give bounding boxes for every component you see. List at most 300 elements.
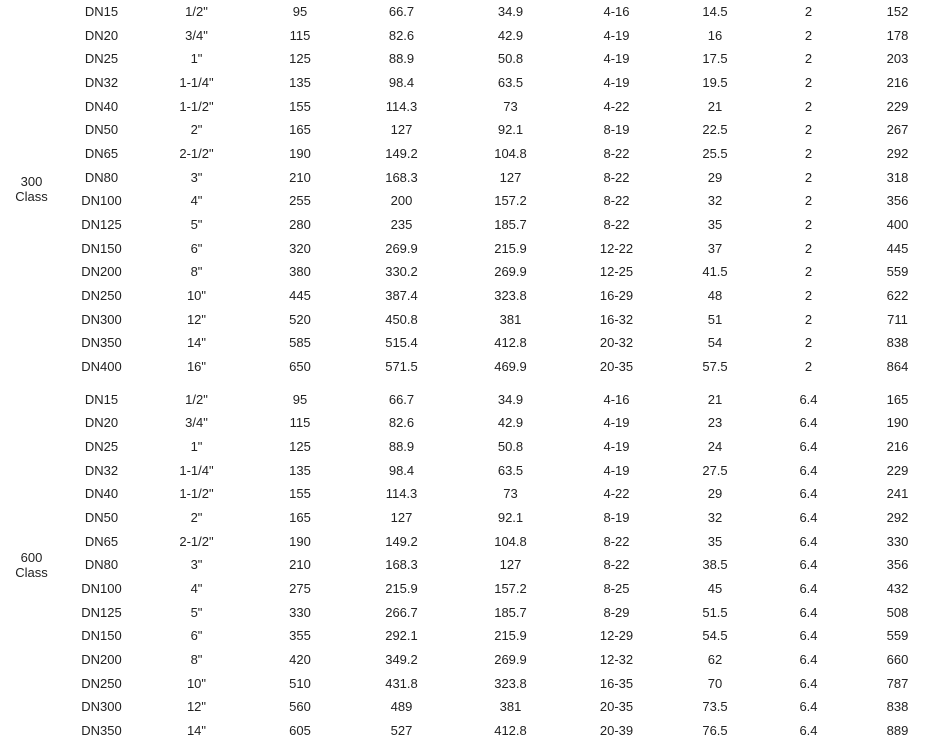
dimension-k-cell: 450.8 <box>348 308 456 332</box>
inch-size-cell: 5" <box>141 601 253 625</box>
bolt-holes-cell: 4-19 <box>566 412 668 436</box>
dn-label-cell: DN350 <box>63 720 141 744</box>
table-row <box>1 459 940 483</box>
dimension-f-cell: 37 <box>668 237 763 261</box>
bolt-holes-cell: 8-29 <box>566 601 668 625</box>
dimension-c-cell: 2 <box>763 214 855 238</box>
dimension-g-cell: 215.9 <box>456 237 566 261</box>
bolt-holes-cell: 8-22 <box>566 143 668 167</box>
table-row <box>1 696 940 720</box>
dimension-f-cell: 57.5 <box>668 356 763 380</box>
dimension-l-cell: 241 <box>855 483 940 507</box>
inch-size-cell: 1-1/4" <box>141 72 253 96</box>
dn-label-cell: DN400 <box>63 356 141 380</box>
dimension-c-cell: 2 <box>763 166 855 190</box>
inch-size-cell: 12" <box>141 696 253 720</box>
dimension-g-cell: 104.8 <box>456 143 566 167</box>
bolt-holes-cell: 4-19 <box>566 72 668 96</box>
bolt-holes-cell: 16-35 <box>566 672 668 696</box>
dn-label-cell: DN20 <box>63 24 141 48</box>
bolt-holes-cell: 20-39 <box>566 720 668 744</box>
dimension-c-cell: 6.4 <box>763 530 855 554</box>
dimension-l-cell: 787 <box>855 672 940 696</box>
dimension-g-cell: 185.7 <box>456 214 566 238</box>
dimension-c-cell: 2 <box>763 143 855 167</box>
dimension-l-cell: 292 <box>855 507 940 531</box>
table-row <box>1 261 940 285</box>
class-group-value: 300 <box>20 173 43 189</box>
dimension-f-cell: 23 <box>668 412 763 436</box>
inch-size-cell: 10" <box>141 672 253 696</box>
table-row <box>1 214 940 238</box>
table-row <box>1 672 940 696</box>
bolt-holes-cell: 8-22 <box>566 554 668 578</box>
dimension-k-cell: 330.2 <box>348 261 456 285</box>
bolt-holes-cell: 12-29 <box>566 625 668 649</box>
dimension-c-cell: 6.4 <box>763 436 855 460</box>
dimension-l-cell: 203 <box>855 48 940 72</box>
dimension-d-cell: 165 <box>253 507 348 531</box>
class-group-cell <box>1 1 63 380</box>
dimension-g-cell: 92.1 <box>456 119 566 143</box>
table-row <box>1 332 940 356</box>
dimension-d-cell: 445 <box>253 285 348 309</box>
dimension-f-cell: 35 <box>668 214 763 238</box>
dimension-f-cell: 35 <box>668 530 763 554</box>
dimension-d-cell: 190 <box>253 143 348 167</box>
dimension-d-cell: 255 <box>253 190 348 214</box>
dimension-l-cell: 229 <box>855 459 940 483</box>
dn-label-cell: DN125 <box>63 214 141 238</box>
dimension-l-cell: 178 <box>855 24 940 48</box>
dimension-c-cell: 6.4 <box>763 507 855 531</box>
dimension-k-cell: 114.3 <box>348 483 456 507</box>
dn-label-cell: DN32 <box>63 72 141 96</box>
inch-size-cell: 2-1/2" <box>141 530 253 554</box>
class-group-unit: Class <box>15 188 48 204</box>
dimension-k-cell: 149.2 <box>348 530 456 554</box>
inch-size-cell: 2-1/2" <box>141 143 253 167</box>
dimension-k-cell: 349.2 <box>348 649 456 673</box>
dimension-g-cell: 323.8 <box>456 285 566 309</box>
dn-label-cell: DN150 <box>63 625 141 649</box>
table-row <box>1 119 940 143</box>
dimension-k-cell: 292.1 <box>348 625 456 649</box>
dimension-l-cell: 229 <box>855 95 940 119</box>
dn-label-cell: DN20 <box>63 412 141 436</box>
bolt-holes-cell: 4-16 <box>566 1 668 25</box>
dimension-g-cell: 92.1 <box>456 507 566 531</box>
dimension-g-cell: 73 <box>456 483 566 507</box>
inch-size-cell: 3" <box>141 166 253 190</box>
dimension-d-cell: 155 <box>253 95 348 119</box>
dn-label-cell: DN300 <box>63 308 141 332</box>
dimension-g-cell: 42.9 <box>456 412 566 436</box>
bolt-holes-cell: 8-19 <box>566 119 668 143</box>
dimension-k-cell: 431.8 <box>348 672 456 696</box>
dimension-d-cell: 605 <box>253 720 348 744</box>
dimension-f-cell: 51.5 <box>668 601 763 625</box>
dimension-g-cell: 412.8 <box>456 720 566 744</box>
dn-label-cell: DN32 <box>63 459 141 483</box>
dn-label-cell: DN15 <box>63 1 141 25</box>
dimension-f-cell: 62 <box>668 649 763 673</box>
table-row <box>1 72 940 96</box>
dimension-k-cell: 66.7 <box>348 1 456 25</box>
dimension-d-cell: 135 <box>253 459 348 483</box>
dimension-k-cell: 114.3 <box>348 95 456 119</box>
dimension-f-cell: 24 <box>668 436 763 460</box>
dimension-g-cell: 157.2 <box>456 190 566 214</box>
table-row <box>1 649 940 673</box>
dn-label-cell: DN150 <box>63 237 141 261</box>
dimension-l-cell: 190 <box>855 412 940 436</box>
inch-size-cell: 8" <box>141 261 253 285</box>
bolt-holes-cell: 20-35 <box>566 356 668 380</box>
dimension-c-cell: 2 <box>763 24 855 48</box>
inch-size-cell: 4" <box>141 190 253 214</box>
dimension-g-cell: 50.8 <box>456 436 566 460</box>
dimension-l-cell: 838 <box>855 696 940 720</box>
dn-label-cell: DN50 <box>63 119 141 143</box>
dn-label-cell: DN65 <box>63 530 141 554</box>
inch-size-cell: 1-1/2" <box>141 483 253 507</box>
dimension-g-cell: 469.9 <box>456 356 566 380</box>
dimension-g-cell: 412.8 <box>456 332 566 356</box>
dimension-k-cell: 269.9 <box>348 237 456 261</box>
dimension-l-cell: 292 <box>855 143 940 167</box>
dimension-f-cell: 32 <box>668 190 763 214</box>
dimension-c-cell: 6.4 <box>763 720 855 744</box>
dimension-d-cell: 210 <box>253 554 348 578</box>
table-row <box>1 601 940 625</box>
bolt-holes-cell: 8-22 <box>566 530 668 554</box>
bolt-holes-cell: 16-32 <box>566 308 668 332</box>
dimension-f-cell: 21 <box>668 388 763 412</box>
dn-label-cell: DN40 <box>63 95 141 119</box>
dimension-f-cell: 29 <box>668 166 763 190</box>
dimension-k-cell: 82.6 <box>348 412 456 436</box>
dimension-k-cell: 82.6 <box>348 24 456 48</box>
dimension-d-cell: 115 <box>253 24 348 48</box>
dimension-g-cell: 381 <box>456 696 566 720</box>
dimension-d-cell: 280 <box>253 214 348 238</box>
dimension-f-cell: 17.5 <box>668 48 763 72</box>
bolt-holes-cell: 4-22 <box>566 95 668 119</box>
dimension-g-cell: 63.5 <box>456 72 566 96</box>
dimension-k-cell: 127 <box>348 507 456 531</box>
dimension-k-cell: 515.4 <box>348 332 456 356</box>
dimension-g-cell: 215.9 <box>456 625 566 649</box>
dn-label-cell: DN25 <box>63 48 141 72</box>
dimension-c-cell: 6.4 <box>763 412 855 436</box>
table-row <box>1 625 940 649</box>
dimension-d-cell: 330 <box>253 601 348 625</box>
bolt-holes-cell: 8-19 <box>566 507 668 531</box>
dimension-l-cell: 838 <box>855 332 940 356</box>
table-row <box>1 507 940 531</box>
dimension-d-cell: 210 <box>253 166 348 190</box>
dn-label-cell: DN50 <box>63 507 141 531</box>
dimension-f-cell: 25.5 <box>668 143 763 167</box>
dimension-k-cell: 527 <box>348 720 456 744</box>
dimension-l-cell: 508 <box>855 601 940 625</box>
bolt-holes-cell: 20-35 <box>566 696 668 720</box>
dimension-k-cell: 571.5 <box>348 356 456 380</box>
dimension-c-cell: 2 <box>763 308 855 332</box>
bolt-holes-cell: 16-29 <box>566 285 668 309</box>
dimension-d-cell: 510 <box>253 672 348 696</box>
table-row <box>1 24 940 48</box>
dimension-c-cell: 2 <box>763 48 855 72</box>
dimension-k-cell: 98.4 <box>348 72 456 96</box>
dimension-l-cell: 356 <box>855 190 940 214</box>
dn-label-cell: DN250 <box>63 285 141 309</box>
dimension-f-cell: 19.5 <box>668 72 763 96</box>
dimension-l-cell: 622 <box>855 285 940 309</box>
dimension-k-cell: 66.7 <box>348 388 456 412</box>
dimension-c-cell: 2 <box>763 190 855 214</box>
dimension-d-cell: 380 <box>253 261 348 285</box>
dimension-d-cell: 585 <box>253 332 348 356</box>
dn-label-cell: DN65 <box>63 143 141 167</box>
dimension-d-cell: 320 <box>253 237 348 261</box>
dimension-l-cell: 400 <box>855 214 940 238</box>
bolt-holes-cell: 8-22 <box>566 190 668 214</box>
dimension-d-cell: 520 <box>253 308 348 332</box>
dimension-g-cell: 63.5 <box>456 459 566 483</box>
dimension-c-cell: 2 <box>763 72 855 96</box>
dn-label-cell: DN250 <box>63 672 141 696</box>
bolt-holes-cell: 8-22 <box>566 166 668 190</box>
dn-label-cell: DN80 <box>63 554 141 578</box>
dimension-g-cell: 34.9 <box>456 388 566 412</box>
dimension-d-cell: 165 <box>253 119 348 143</box>
dimension-f-cell: 27.5 <box>668 459 763 483</box>
dimension-c-cell: 6.4 <box>763 388 855 412</box>
dimension-c-cell: 6.4 <box>763 601 855 625</box>
dimension-d-cell: 560 <box>253 696 348 720</box>
dimension-g-cell: 157.2 <box>456 578 566 602</box>
dimension-l-cell: 216 <box>855 72 940 96</box>
bolt-holes-cell: 4-22 <box>566 483 668 507</box>
dimension-l-cell: 432 <box>855 578 940 602</box>
bolt-holes-cell: 4-19 <box>566 24 668 48</box>
dimension-c-cell: 6.4 <box>763 459 855 483</box>
dimension-d-cell: 190 <box>253 530 348 554</box>
table-row <box>1 237 940 261</box>
dimension-k-cell: 98.4 <box>348 459 456 483</box>
bolt-holes-cell: 8-25 <box>566 578 668 602</box>
dimension-c-cell: 2 <box>763 356 855 380</box>
dimension-c-cell: 2 <box>763 285 855 309</box>
dimension-g-cell: 127 <box>456 166 566 190</box>
inch-size-cell: 1" <box>141 48 253 72</box>
dn-label-cell: DN80 <box>63 166 141 190</box>
dimension-l-cell: 216 <box>855 436 940 460</box>
dimension-c-cell: 2 <box>763 1 855 25</box>
table-row <box>1 554 940 578</box>
dimension-f-cell: 21 <box>668 95 763 119</box>
table-row <box>1 412 940 436</box>
table-row <box>1 308 940 332</box>
dimension-d-cell: 275 <box>253 578 348 602</box>
inch-size-cell: 6" <box>141 237 253 261</box>
dimension-k-cell: 168.3 <box>348 166 456 190</box>
dn-label-cell: DN350 <box>63 332 141 356</box>
inch-size-cell: 2" <box>141 119 253 143</box>
dimension-k-cell: 88.9 <box>348 48 456 72</box>
dimension-f-cell: 54.5 <box>668 625 763 649</box>
dimension-g-cell: 73 <box>456 95 566 119</box>
dimension-l-cell: 864 <box>855 356 940 380</box>
dimension-c-cell: 6.4 <box>763 696 855 720</box>
dimension-c-cell: 6.4 <box>763 672 855 696</box>
dimension-d-cell: 420 <box>253 649 348 673</box>
inch-size-cell: 4" <box>141 578 253 602</box>
table-row <box>1 190 940 214</box>
dimension-l-cell: 559 <box>855 625 940 649</box>
dn-label-cell: DN300 <box>63 696 141 720</box>
table-row <box>1 95 940 119</box>
table-row <box>1 166 940 190</box>
inch-size-cell: 2" <box>141 507 253 531</box>
dimension-f-cell: 76.5 <box>668 720 763 744</box>
dimension-g-cell: 323.8 <box>456 672 566 696</box>
dimension-f-cell: 41.5 <box>668 261 763 285</box>
dimension-g-cell: 381 <box>456 308 566 332</box>
inch-size-cell: 5" <box>141 214 253 238</box>
dimension-g-cell: 104.8 <box>456 530 566 554</box>
bolt-holes-cell: 12-32 <box>566 649 668 673</box>
dimension-k-cell: 149.2 <box>348 143 456 167</box>
bolt-holes-cell: 4-16 <box>566 388 668 412</box>
dimension-d-cell: 650 <box>253 356 348 380</box>
inch-size-cell: 1/2" <box>141 1 253 25</box>
dimension-f-cell: 70 <box>668 672 763 696</box>
dimension-d-cell: 115 <box>253 412 348 436</box>
dimension-f-cell: 54 <box>668 332 763 356</box>
dimension-c-cell: 6.4 <box>763 578 855 602</box>
dimension-f-cell: 51 <box>668 308 763 332</box>
dimension-l-cell: 330 <box>855 530 940 554</box>
dimension-l-cell: 711 <box>855 308 940 332</box>
dimension-d-cell: 125 <box>253 48 348 72</box>
dn-label-cell: DN25 <box>63 436 141 460</box>
dimension-c-cell: 2 <box>763 119 855 143</box>
dimension-g-cell: 127 <box>456 554 566 578</box>
dimension-g-cell: 269.9 <box>456 261 566 285</box>
dimension-f-cell: 14.5 <box>668 1 763 25</box>
class-group-cell <box>1 388 63 743</box>
bolt-holes-cell: 20-32 <box>566 332 668 356</box>
dimension-f-cell: 45 <box>668 578 763 602</box>
inch-size-cell: 3" <box>141 554 253 578</box>
dimension-k-cell: 88.9 <box>348 436 456 460</box>
dimension-f-cell: 38.5 <box>668 554 763 578</box>
table-row <box>1 483 940 507</box>
dimension-c-cell: 2 <box>763 332 855 356</box>
dimension-d-cell: 135 <box>253 72 348 96</box>
dn-label-cell: DN100 <box>63 190 141 214</box>
dimension-d-cell: 95 <box>253 1 348 25</box>
dimension-g-cell: 185.7 <box>456 601 566 625</box>
dimension-c-cell: 6.4 <box>763 554 855 578</box>
dn-label-cell: DN40 <box>63 483 141 507</box>
dimension-g-cell: 42.9 <box>456 24 566 48</box>
dimension-f-cell: 29 <box>668 483 763 507</box>
bolt-holes-cell: 12-22 <box>566 237 668 261</box>
group-separator-cell <box>1 379 940 388</box>
dimension-k-cell: 215.9 <box>348 578 456 602</box>
dimension-k-cell: 168.3 <box>348 554 456 578</box>
bolt-holes-cell: 4-19 <box>566 459 668 483</box>
inch-size-cell: 10" <box>141 285 253 309</box>
dn-label-cell: DN200 <box>63 649 141 673</box>
inch-size-cell: 12" <box>141 308 253 332</box>
inch-size-cell: 16" <box>141 356 253 380</box>
dimension-d-cell: 95 <box>253 388 348 412</box>
inch-size-cell: 3/4" <box>141 412 253 436</box>
dimension-f-cell: 22.5 <box>668 119 763 143</box>
dimension-d-cell: 125 <box>253 436 348 460</box>
dimension-l-cell: 165 <box>855 388 940 412</box>
dimension-l-cell: 889 <box>855 720 940 744</box>
dimension-c-cell: 6.4 <box>763 649 855 673</box>
inch-size-cell: 1-1/4" <box>141 459 253 483</box>
inch-size-cell: 1/2" <box>141 388 253 412</box>
inch-size-cell: 8" <box>141 649 253 673</box>
dimension-d-cell: 155 <box>253 483 348 507</box>
dimension-l-cell: 267 <box>855 119 940 143</box>
dimension-l-cell: 660 <box>855 649 940 673</box>
dimension-k-cell: 489 <box>348 696 456 720</box>
dimension-l-cell: 445 <box>855 237 940 261</box>
dimension-g-cell: 50.8 <box>456 48 566 72</box>
table-row <box>1 356 940 380</box>
dimension-f-cell: 32 <box>668 507 763 531</box>
bolt-holes-cell: 12-25 <box>566 261 668 285</box>
table-row <box>1 143 940 167</box>
dimension-k-cell: 127 <box>348 119 456 143</box>
dimension-g-cell: 269.9 <box>456 649 566 673</box>
inch-size-cell: 1" <box>141 436 253 460</box>
dimension-c-cell: 6.4 <box>763 483 855 507</box>
class-group-value: 600 <box>20 549 43 565</box>
dimension-k-cell: 200 <box>348 190 456 214</box>
inch-size-cell: 14" <box>141 332 253 356</box>
dimension-c-cell: 2 <box>763 95 855 119</box>
dimension-k-cell: 387.4 <box>348 285 456 309</box>
dimension-f-cell: 48 <box>668 285 763 309</box>
inch-size-cell: 1-1/2" <box>141 95 253 119</box>
table-row <box>1 1 940 25</box>
dn-label-cell: DN15 <box>63 388 141 412</box>
dn-label-cell: DN125 <box>63 601 141 625</box>
table-row <box>1 48 940 72</box>
group-separator <box>1 379 940 388</box>
table-row <box>1 720 940 744</box>
dimension-l-cell: 318 <box>855 166 940 190</box>
dimension-c-cell: 2 <box>763 237 855 261</box>
dn-label-cell: DN100 <box>63 578 141 602</box>
table-row <box>1 285 940 309</box>
class-group-unit: Class <box>15 564 48 580</box>
inch-size-cell: 6" <box>141 625 253 649</box>
table-row <box>1 530 940 554</box>
dimension-c-cell: 6.4 <box>763 625 855 649</box>
dimension-l-cell: 559 <box>855 261 940 285</box>
